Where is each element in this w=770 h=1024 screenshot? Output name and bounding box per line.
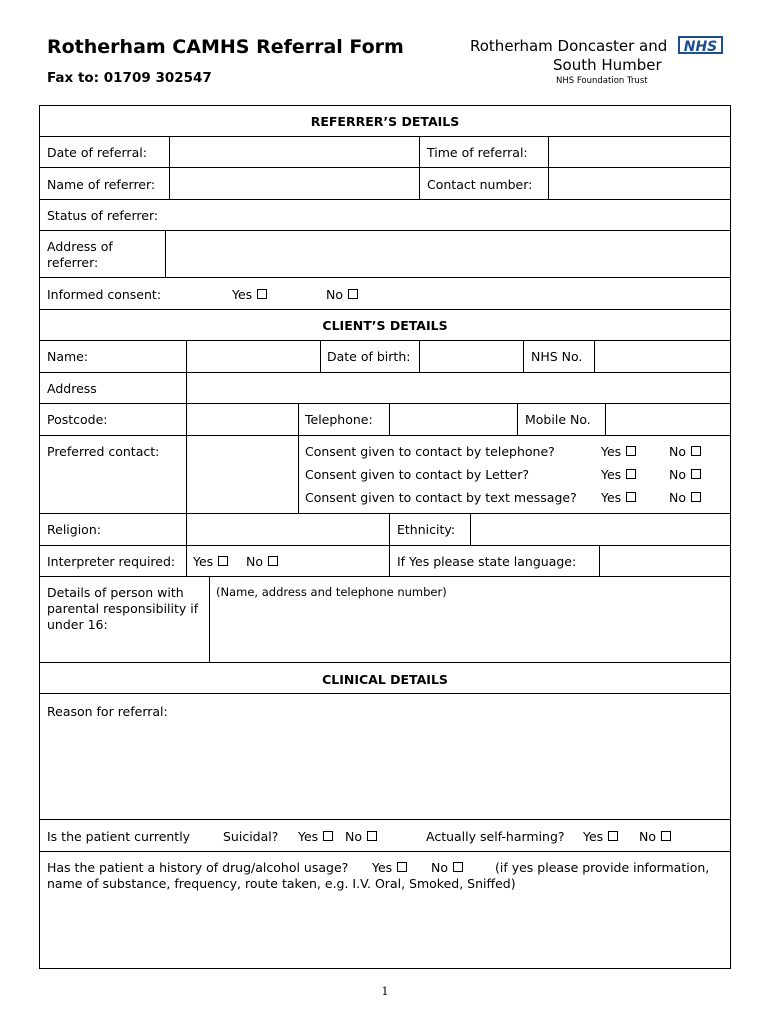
interpreter-yes-label: Yes — [193, 554, 214, 569]
reason-for-referral-field[interactable] — [41, 722, 728, 817]
date-of-birth-field[interactable] — [421, 342, 521, 370]
status-of-referrer-field[interactable] — [170, 201, 728, 228]
mobile-label: Mobile No. — [525, 412, 591, 427]
informed-consent-yes-label: Yes — [232, 287, 253, 302]
checkbox-icon[interactable] — [257, 289, 267, 299]
address-of-referrer-field[interactable] — [167, 232, 728, 275]
suicidal-no-label: No — [345, 829, 362, 844]
parental-responsibility-label-1: Details of person with — [47, 585, 184, 600]
address-of-referrer-label-1: Address of — [47, 239, 113, 254]
referrer-section-heading: REFERRER’S DETAILS — [310, 114, 460, 129]
address-of-referrer-label-2: referrer: — [47, 255, 99, 270]
date-of-referral-label: Date of referral: — [47, 145, 147, 160]
parental-responsibility-label-3: under 16: — [47, 617, 108, 632]
telephone-label: Telephone: — [305, 412, 373, 427]
date-of-birth-label: Date of birth: — [327, 349, 411, 364]
consent-telephone-yes[interactable] — [601, 444, 636, 459]
suicidal-no[interactable] — [345, 829, 377, 844]
consent-letter-no[interactable] — [669, 467, 701, 482]
nhs-number-field[interactable] — [596, 342, 728, 370]
consent-telephone-no-label: No — [669, 444, 686, 459]
client-name-label: Name: — [47, 349, 89, 364]
postcode-field[interactable] — [188, 405, 296, 433]
client-section-heading: CLIENT’S DETAILS — [322, 318, 448, 333]
consent-telephone-label: Consent given to contact by telephone? — [305, 444, 555, 459]
checkbox-icon[interactable] — [453, 862, 463, 872]
checkbox-icon[interactable] — [691, 492, 701, 502]
preferred-contact-label: Preferred contact: — [47, 444, 160, 459]
religion-label: Religion: — [47, 522, 101, 537]
date-of-referral-field[interactable] — [171, 138, 417, 165]
checkbox-icon[interactable] — [626, 469, 636, 479]
page-number: 1 — [381, 985, 389, 998]
parental-responsibility-field[interactable] — [211, 600, 728, 660]
drug-history-no-label: No — [431, 860, 448, 875]
consent-telephone-no[interactable] — [669, 444, 701, 459]
checkbox-icon[interactable] — [367, 831, 377, 841]
checkbox-icon[interactable] — [323, 831, 333, 841]
checkbox-icon[interactable] — [691, 469, 701, 479]
name-of-referrer-label: Name of referrer: — [47, 177, 156, 192]
ethnicity-field[interactable] — [472, 515, 728, 543]
drug-history-question: Has the patient a history of drug/alcohol usage? — [47, 860, 349, 875]
checkbox-icon[interactable] — [626, 492, 636, 502]
time-of-referral-field[interactable] — [550, 138, 728, 165]
patient-currently-label: Is the patient currently — [47, 829, 191, 844]
consent-text-yes[interactable] — [601, 490, 636, 505]
time-of-referral-label: Time of referral: — [427, 145, 528, 160]
form-title: Rotherham CAMHS Referral Form — [47, 36, 404, 58]
consent-text-yes-label: Yes — [601, 490, 622, 505]
checkbox-icon[interactable] — [626, 446, 636, 456]
consent-letter-label: Consent given to contact by Letter? — [305, 467, 529, 482]
consent-letter-yes[interactable] — [601, 467, 636, 482]
checkbox-icon[interactable] — [691, 446, 701, 456]
ethnicity-label: Ethnicity: — [397, 522, 456, 537]
consent-letter-yes-label: Yes — [601, 467, 622, 482]
language-field[interactable] — [601, 547, 728, 574]
mobile-field[interactable] — [607, 405, 728, 433]
checkbox-icon[interactable] — [661, 831, 671, 841]
contact-number-field[interactable] — [550, 169, 728, 197]
checkbox-icon[interactable] — [397, 862, 407, 872]
self-harming-no-label: No — [639, 829, 656, 844]
informed-consent-yes[interactable] — [232, 287, 267, 302]
religion-field[interactable] — [188, 515, 387, 543]
status-of-referrer-label: Status of referrer: — [47, 208, 159, 223]
interpreter-label: Interpreter required: — [47, 554, 176, 569]
checkbox-icon[interactable] — [608, 831, 618, 841]
client-address-field[interactable] — [188, 374, 728, 401]
informed-consent-no[interactable] — [326, 287, 358, 302]
suicidal-yes[interactable] — [298, 829, 333, 844]
informed-consent-label: Informed consent: — [47, 287, 162, 302]
drug-history-field[interactable] — [41, 895, 728, 966]
interpreter-no[interactable] — [246, 554, 278, 569]
checkbox-icon[interactable] — [218, 556, 228, 566]
fax-number: Fax to: 01709 302547 — [47, 70, 212, 86]
interpreter-yes[interactable] — [193, 554, 228, 569]
name-of-referrer-field[interactable] — [171, 169, 417, 197]
language-label: If Yes please state language: — [397, 554, 577, 569]
org-name-line3: NHS Foundation Trust — [556, 76, 648, 86]
consent-text-no[interactable] — [669, 490, 701, 505]
checkbox-icon[interactable] — [348, 289, 358, 299]
suicidal-label: Suicidal? — [223, 829, 279, 844]
parental-responsibility-label-2: parental responsibility if — [47, 601, 199, 616]
consent-letter-no-label: No — [669, 467, 686, 482]
org-name-line2: South Humber — [553, 56, 662, 74]
self-harming-yes[interactable] — [583, 829, 618, 844]
checkbox-icon[interactable] — [268, 556, 278, 566]
self-harming-yes-label: Yes — [583, 829, 604, 844]
suicidal-yes-label: Yes — [298, 829, 319, 844]
consent-telephone-yes-label: Yes — [601, 444, 622, 459]
consent-text-label: Consent given to contact by text message? — [305, 490, 577, 505]
preferred-contact-field[interactable] — [188, 437, 296, 511]
contact-number-label: Contact number: — [427, 177, 533, 192]
drug-history-no[interactable] — [431, 860, 463, 875]
org-name-line1: Rotherham Doncaster and — [470, 37, 668, 55]
drug-history-instruction-2: name of substance, frequency, route taken, e.g. I.V. Oral, Smoked, Sniffed) — [47, 876, 516, 891]
consent-text-no-label: No — [669, 490, 686, 505]
drug-history-instruction-1: (if yes please provide information, — [495, 860, 710, 875]
informed-consent-no-label: No — [326, 287, 343, 302]
parental-responsibility-hint: (Name, address and telephone number) — [216, 585, 447, 599]
self-harming-no[interactable] — [639, 829, 671, 844]
client-address-label: Address — [47, 381, 97, 396]
nhs-logo: NHS — [678, 36, 723, 54]
postcode-label: Postcode: — [47, 412, 108, 427]
nhs-number-label: NHS No. — [531, 349, 583, 364]
drug-history-yes[interactable] — [372, 860, 407, 875]
telephone-field[interactable] — [391, 405, 515, 433]
client-name-field[interactable] — [188, 342, 318, 370]
drug-history-yes-label: Yes — [372, 860, 393, 875]
interpreter-no-label: No — [246, 554, 263, 569]
clinical-section-heading: CLINICAL DETAILS — [322, 672, 448, 687]
reason-for-referral-label: Reason for referral: — [47, 704, 168, 719]
self-harming-label: Actually self-harming? — [426, 829, 565, 844]
